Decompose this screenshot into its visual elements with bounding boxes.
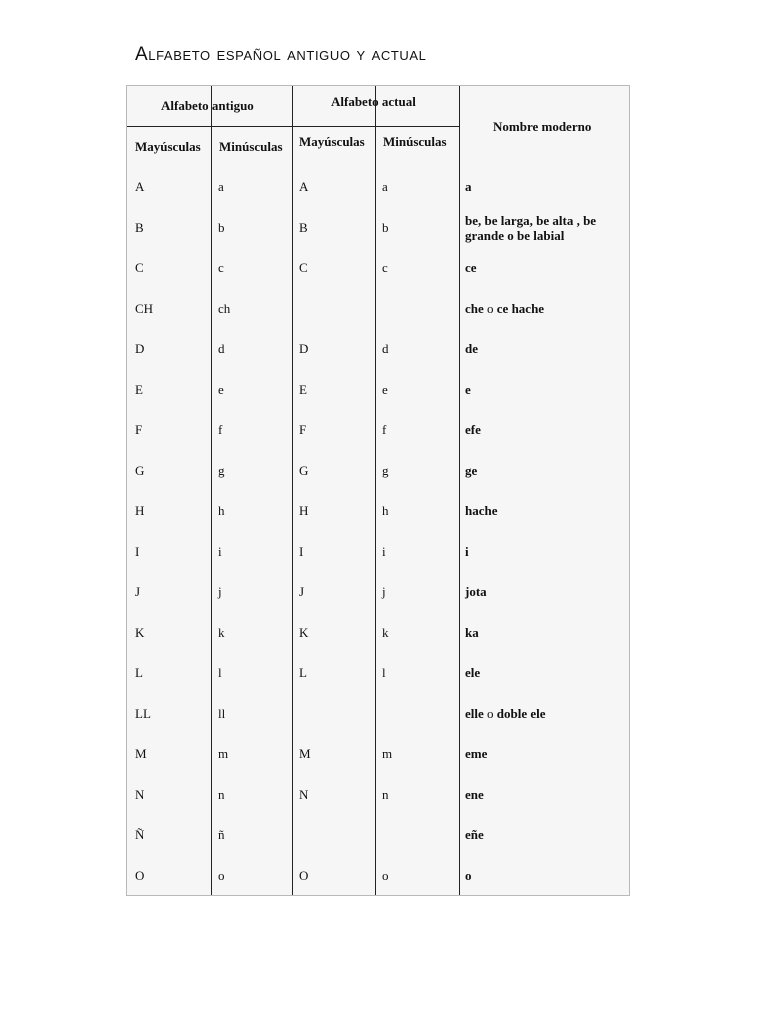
column-divider [375, 86, 376, 895]
cell-current-lower: d [382, 341, 389, 356]
cell-current-lower: o [382, 868, 389, 883]
cell-current-upper: E [299, 382, 307, 397]
cell-ancient-lower: i [218, 544, 222, 559]
cell-ancient-upper: H [135, 503, 145, 518]
cell-current-lower: h [382, 503, 389, 518]
cell-ancient-upper: B [135, 220, 144, 235]
cell-current-lower: k [382, 625, 389, 640]
cell-ancient-lower: f [218, 422, 223, 437]
cell-ancient-upper: N [135, 787, 145, 802]
cell-ancient-upper: F [135, 422, 143, 437]
column-divider [459, 86, 460, 895]
modern-name-part: elle [465, 706, 484, 721]
cell-current-upper: O [299, 868, 309, 883]
cell-modern-name: i [465, 544, 469, 559]
column-divider [211, 86, 212, 895]
cell-ancient-lower: ch [218, 301, 231, 316]
cell-ancient-lower: j [218, 584, 222, 599]
cell-ancient-lower: o [218, 868, 225, 883]
cell-current-upper: K [299, 625, 309, 640]
cell-modern-name: a [465, 179, 472, 194]
cell-modern-name: o [465, 868, 472, 883]
cell-current-upper: H [299, 503, 309, 518]
modern-name-part: o [483, 706, 497, 721]
document-title: Alfabeto español antiguo y actual [135, 44, 427, 65]
cell-modern-name: ene [465, 787, 484, 802]
cell-current-lower: n [382, 787, 389, 802]
cell-ancient-lower: c [218, 260, 224, 275]
cell-modern-name: jota [465, 584, 487, 599]
cell-modern-name: hache [465, 503, 498, 518]
cell-ancient-upper: L [135, 665, 143, 680]
cell-current-upper: G [299, 463, 309, 478]
header-ancient-alphabet: Alfabeto antiguo [161, 98, 254, 113]
cell-ancient-upper: O [135, 868, 145, 883]
cell-ancient-upper: E [135, 382, 143, 397]
cell-modern-name: ele [465, 665, 481, 680]
cell-ancient-lower: g [218, 463, 225, 478]
cell-ancient-lower: ñ [218, 827, 225, 842]
cell-ancient-upper: Ñ [135, 827, 145, 842]
cell-current-lower: e [382, 382, 388, 397]
cell-modern-name: be, be larga, be alta , be grande o be labial [465, 213, 597, 243]
modern-name-part: o [483, 301, 497, 316]
cell-ancient-upper: CH [135, 301, 154, 316]
cell-modern-name: eñe [465, 827, 484, 842]
cell-ancient-lower: n [218, 787, 225, 802]
cell-ancient-lower: e [218, 382, 224, 397]
cell-ancient-lower: ll [218, 706, 226, 721]
modern-name-part: ce hache [496, 301, 545, 316]
cell-current-upper: I [299, 544, 304, 559]
cell-ancient-lower: l [218, 665, 222, 680]
cell-ancient-upper: K [135, 625, 145, 640]
cell-current-lower: b [382, 220, 389, 235]
cell-modern-name [465, 301, 544, 316]
modern-name-part: doble ele [496, 706, 546, 721]
cell-current-upper: B [299, 220, 308, 235]
cell-current-upper: A [299, 179, 309, 194]
cell-modern-name: de [465, 341, 478, 356]
cell-current-upper: F [299, 422, 307, 437]
cell-current-upper: C [299, 260, 308, 275]
alphabet-table [126, 85, 630, 896]
cell-ancient-upper: M [135, 746, 147, 761]
cell-ancient-upper: D [135, 341, 145, 356]
cell-ancient-lower: b [218, 220, 225, 235]
cell-ancient-upper: A [135, 179, 145, 194]
cell-modern-name: ge [465, 463, 478, 478]
cell-ancient-upper: I [135, 544, 140, 559]
cell-ancient-lower: k [218, 625, 225, 640]
cell-ancient-upper: G [135, 463, 145, 478]
cell-ancient-upper: C [135, 260, 144, 275]
cell-current-lower: g [382, 463, 389, 478]
cell-current-lower: c [382, 260, 388, 275]
subheader-current-upper: Mayúsculas [299, 134, 365, 149]
header-divider [127, 126, 459, 127]
cell-modern-name: e [465, 382, 471, 397]
cell-current-upper: J [299, 584, 305, 599]
cell-current-lower: i [382, 544, 386, 559]
subheader-current-lower: Minúsculas [383, 134, 447, 149]
cell-modern-name: eme [465, 746, 488, 761]
cell-ancient-upper: LL [135, 706, 151, 721]
modern-name-part: che [465, 301, 484, 316]
cell-ancient-lower: h [218, 503, 225, 518]
header-current-alphabet: Alfabeto actual [331, 94, 416, 109]
subheader-ancient-lower: Minúsculas [219, 139, 283, 154]
cell-ancient-lower: a [218, 179, 224, 194]
cell-ancient-lower: m [218, 746, 229, 761]
cell-current-lower: j [382, 584, 386, 599]
cell-current-lower: m [382, 746, 393, 761]
cell-modern-name: ce [465, 260, 477, 275]
cell-modern-name [465, 706, 546, 721]
cell-current-upper: L [299, 665, 307, 680]
cell-modern-name: efe [465, 422, 481, 437]
cell-current-lower: a [382, 179, 388, 194]
cell-current-upper: N [299, 787, 309, 802]
cell-current-lower: f [382, 422, 387, 437]
column-divider [292, 86, 293, 895]
cell-current-upper: M [299, 746, 311, 761]
cell-current-lower: l [382, 665, 386, 680]
subheader-ancient-upper: Mayúsculas [135, 139, 201, 154]
cell-ancient-upper: J [135, 584, 141, 599]
header-modern-name: Nombre moderno [493, 119, 592, 134]
cell-modern-name: ka [465, 625, 479, 640]
cell-current-upper: D [299, 341, 309, 356]
cell-ancient-lower: d [218, 341, 225, 356]
